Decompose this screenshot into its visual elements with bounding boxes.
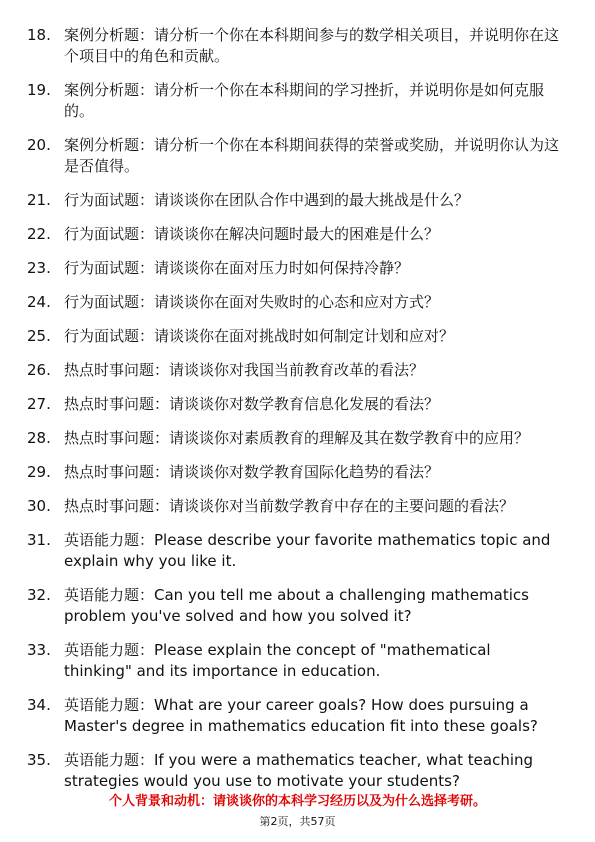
question-item xyxy=(27,258,562,279)
question-text: 热点时事问题：请谈谈你对素质教育的理解及其在数学教育中的应用？ xyxy=(64,429,530,447)
question-item xyxy=(27,360,562,381)
question-number: 35. xyxy=(27,751,51,769)
question-item xyxy=(27,640,562,682)
question-number: 26. xyxy=(27,361,51,379)
question-text: 英语能力题：What are your career goals? How does pursuing a Master's degree in mathematics education fit into these goals? xyxy=(64,696,538,735)
question-number: 18. xyxy=(27,26,51,44)
question-item xyxy=(27,695,562,737)
question-number: 19. xyxy=(27,81,51,99)
question-text: 案例分析题：请分析一个你在本科期间的学习挫折，并说明你是如何克服的。 xyxy=(64,81,545,120)
question-number: 31. xyxy=(27,531,51,549)
question-text: 英语能力题：If you were a mathematics teacher, what teaching strategies would you use to motivate your students? xyxy=(64,751,534,790)
question-item xyxy=(27,530,562,572)
question-text: 行为面试题：请谈谈你在面对挑战时如何制定计划和应对？ xyxy=(64,327,455,345)
page-number: 第2页，共57页 xyxy=(259,815,336,828)
question-number: 30. xyxy=(27,497,51,515)
question-item xyxy=(27,394,562,415)
question-text: 热点时事问题：请谈谈你对数学教育信息化发展的看法？ xyxy=(64,395,440,413)
question-number: 29. xyxy=(27,463,51,481)
question-number: 21. xyxy=(27,191,51,209)
question-item xyxy=(27,326,562,347)
question-text: 热点时事问题：请谈谈你对数学教育国际化趋势的看法？ xyxy=(64,463,440,481)
question-text: 行为面试题：请谈谈你在面对压力时如何保持冷静？ xyxy=(64,259,410,277)
question-number: 22. xyxy=(27,225,51,243)
question-item xyxy=(27,135,562,177)
question-number: 24. xyxy=(27,293,51,311)
question-number: 28. xyxy=(27,429,51,447)
question-text: 英语能力题：Can you tell me about a challenging mathematics problem you've solved and how you solved it? xyxy=(64,586,529,625)
question-number: 20. xyxy=(27,136,51,154)
question-text: 热点时事问题：请谈谈你对我国当前教育改革的看法？ xyxy=(64,361,425,379)
question-number: 23. xyxy=(27,259,51,277)
question-item xyxy=(27,80,562,122)
question-item xyxy=(27,585,562,627)
question-number: 27. xyxy=(27,395,51,413)
question-item xyxy=(27,462,562,483)
question-item xyxy=(27,496,562,517)
question-text: 行为面试题：请谈谈你在团队合作中遇到的最大挑战是什么？ xyxy=(64,191,470,209)
question-item xyxy=(27,190,562,211)
question-text: 英语能力题：Please explain the concept of "mathematical thinking" and its importance in education. xyxy=(64,641,491,680)
question-text: 热点时事问题：请谈谈你对当前数学教育中存在的主要问题的看法？ xyxy=(64,497,515,515)
footer-note: 个人背景和动机：请谈谈你的本科学习经历以及为什么选择考研。 xyxy=(108,794,486,809)
question-text: 案例分析题：请分析一个你在本科期间参与的数学相关项目，并说明你在这个项目中的角色和贡献。 xyxy=(64,26,560,65)
question-number: 32. xyxy=(27,586,51,604)
question-item xyxy=(27,428,562,449)
question-number: 25. xyxy=(27,327,51,345)
question-item xyxy=(27,25,562,67)
question-text: 行为面试题：请谈谈你在面对失败时的心态和应对方式？ xyxy=(64,293,440,311)
question-text: 行为面试题：请谈谈你在解决问题时最大的困难是什么？ xyxy=(64,225,440,243)
question-item xyxy=(27,750,562,792)
question-number: 33. xyxy=(27,641,51,659)
question-text: 案例分析题：请分析一个你在本科期间获得的荣誉或奖励，并说明你认为这是否值得。 xyxy=(64,136,560,175)
question-number: 34. xyxy=(27,696,51,714)
question-item xyxy=(27,292,562,313)
question-text: 英语能力题：Please describe your favorite mathematics topic and explain why you like it. xyxy=(64,531,551,570)
question-list xyxy=(27,25,562,805)
question-item xyxy=(27,224,562,245)
